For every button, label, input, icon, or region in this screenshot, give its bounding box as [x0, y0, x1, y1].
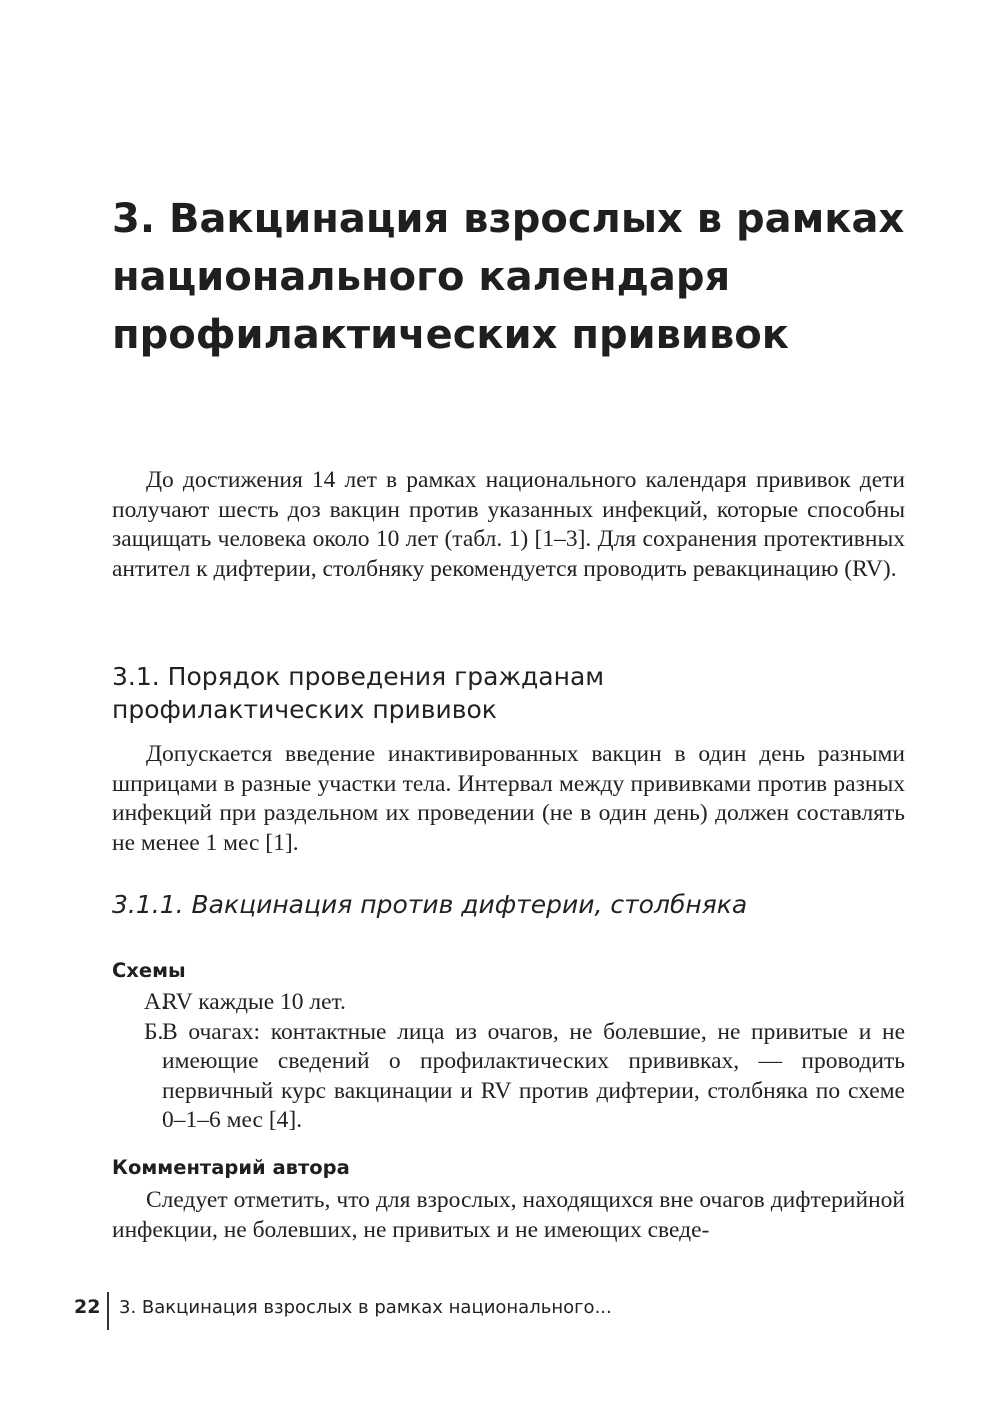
footer-divider	[107, 1292, 109, 1330]
schemes-heading: Схемы	[112, 959, 186, 982]
intro-paragraph: До достижения 14 лет в рамках национального календаря прививок дети получают шесть доз вакцин против указанных инфекций, которые способны защищать человека около 10 лет (табл. 1) [1–3]. Для сохранения протективных антител к дифтерии, столбняку рекомендуется проводить ревакцинацию (RV).	[112, 467, 905, 582]
chapter-title-line: национального календаря	[112, 254, 731, 300]
section-heading-3-1	[112, 660, 905, 726]
chapter-title-line: 3. Вакцинация взрослых в рамках	[112, 196, 905, 242]
list-item	[112, 1018, 905, 1136]
author-comment-heading: Комментарий автора	[112, 1156, 350, 1179]
section-heading-line: профилактических прививок	[112, 695, 497, 724]
list-item-text: RV каждые 10 лет.	[162, 989, 346, 1015]
author-comment-paragraph: Следует отметить, что для взрослых, находящихся вне очагов дифтерийной инфекции, не болевших, не привитых и не имеющих сведе-	[112, 1187, 905, 1243]
section-3-1-paragraph: Допускается введение инактивированных вакцин в один день разными шприцами в разные участки тела. Интервал между прививками против разных инфекций при раздельном их проведении (не в один день) должен составлять не менее 1 мес [1].	[112, 741, 905, 856]
chapter-title	[112, 190, 932, 364]
chapter-title-line: профилактических прививок	[112, 312, 789, 358]
running-head: 3. Вакцинация взрослых в рамках национального...	[119, 1297, 612, 1318]
page-footer	[74, 1294, 774, 1330]
list-item	[112, 988, 905, 1018]
list-marker: А.	[144, 989, 167, 1015]
schemes-list	[112, 988, 905, 1136]
list-marker: Б.	[144, 1018, 164, 1045]
section-heading-3-1-1: 3.1.1. Вакцинация против дифтерии, столбняка	[112, 890, 748, 919]
list-item-text: В очагах: контактные лица из очагов, не болевшие, не привитые и не имеющие сведений о профилактических прививках, — проводить первичный курс вакцинации и RV против дифтерии, столбняка по схеме 0–1–6 мес [4].	[162, 1018, 905, 1133]
section-heading-line: 3.1. Порядок проведения гражданам	[112, 662, 605, 691]
page-number: 22	[74, 1296, 101, 1318]
